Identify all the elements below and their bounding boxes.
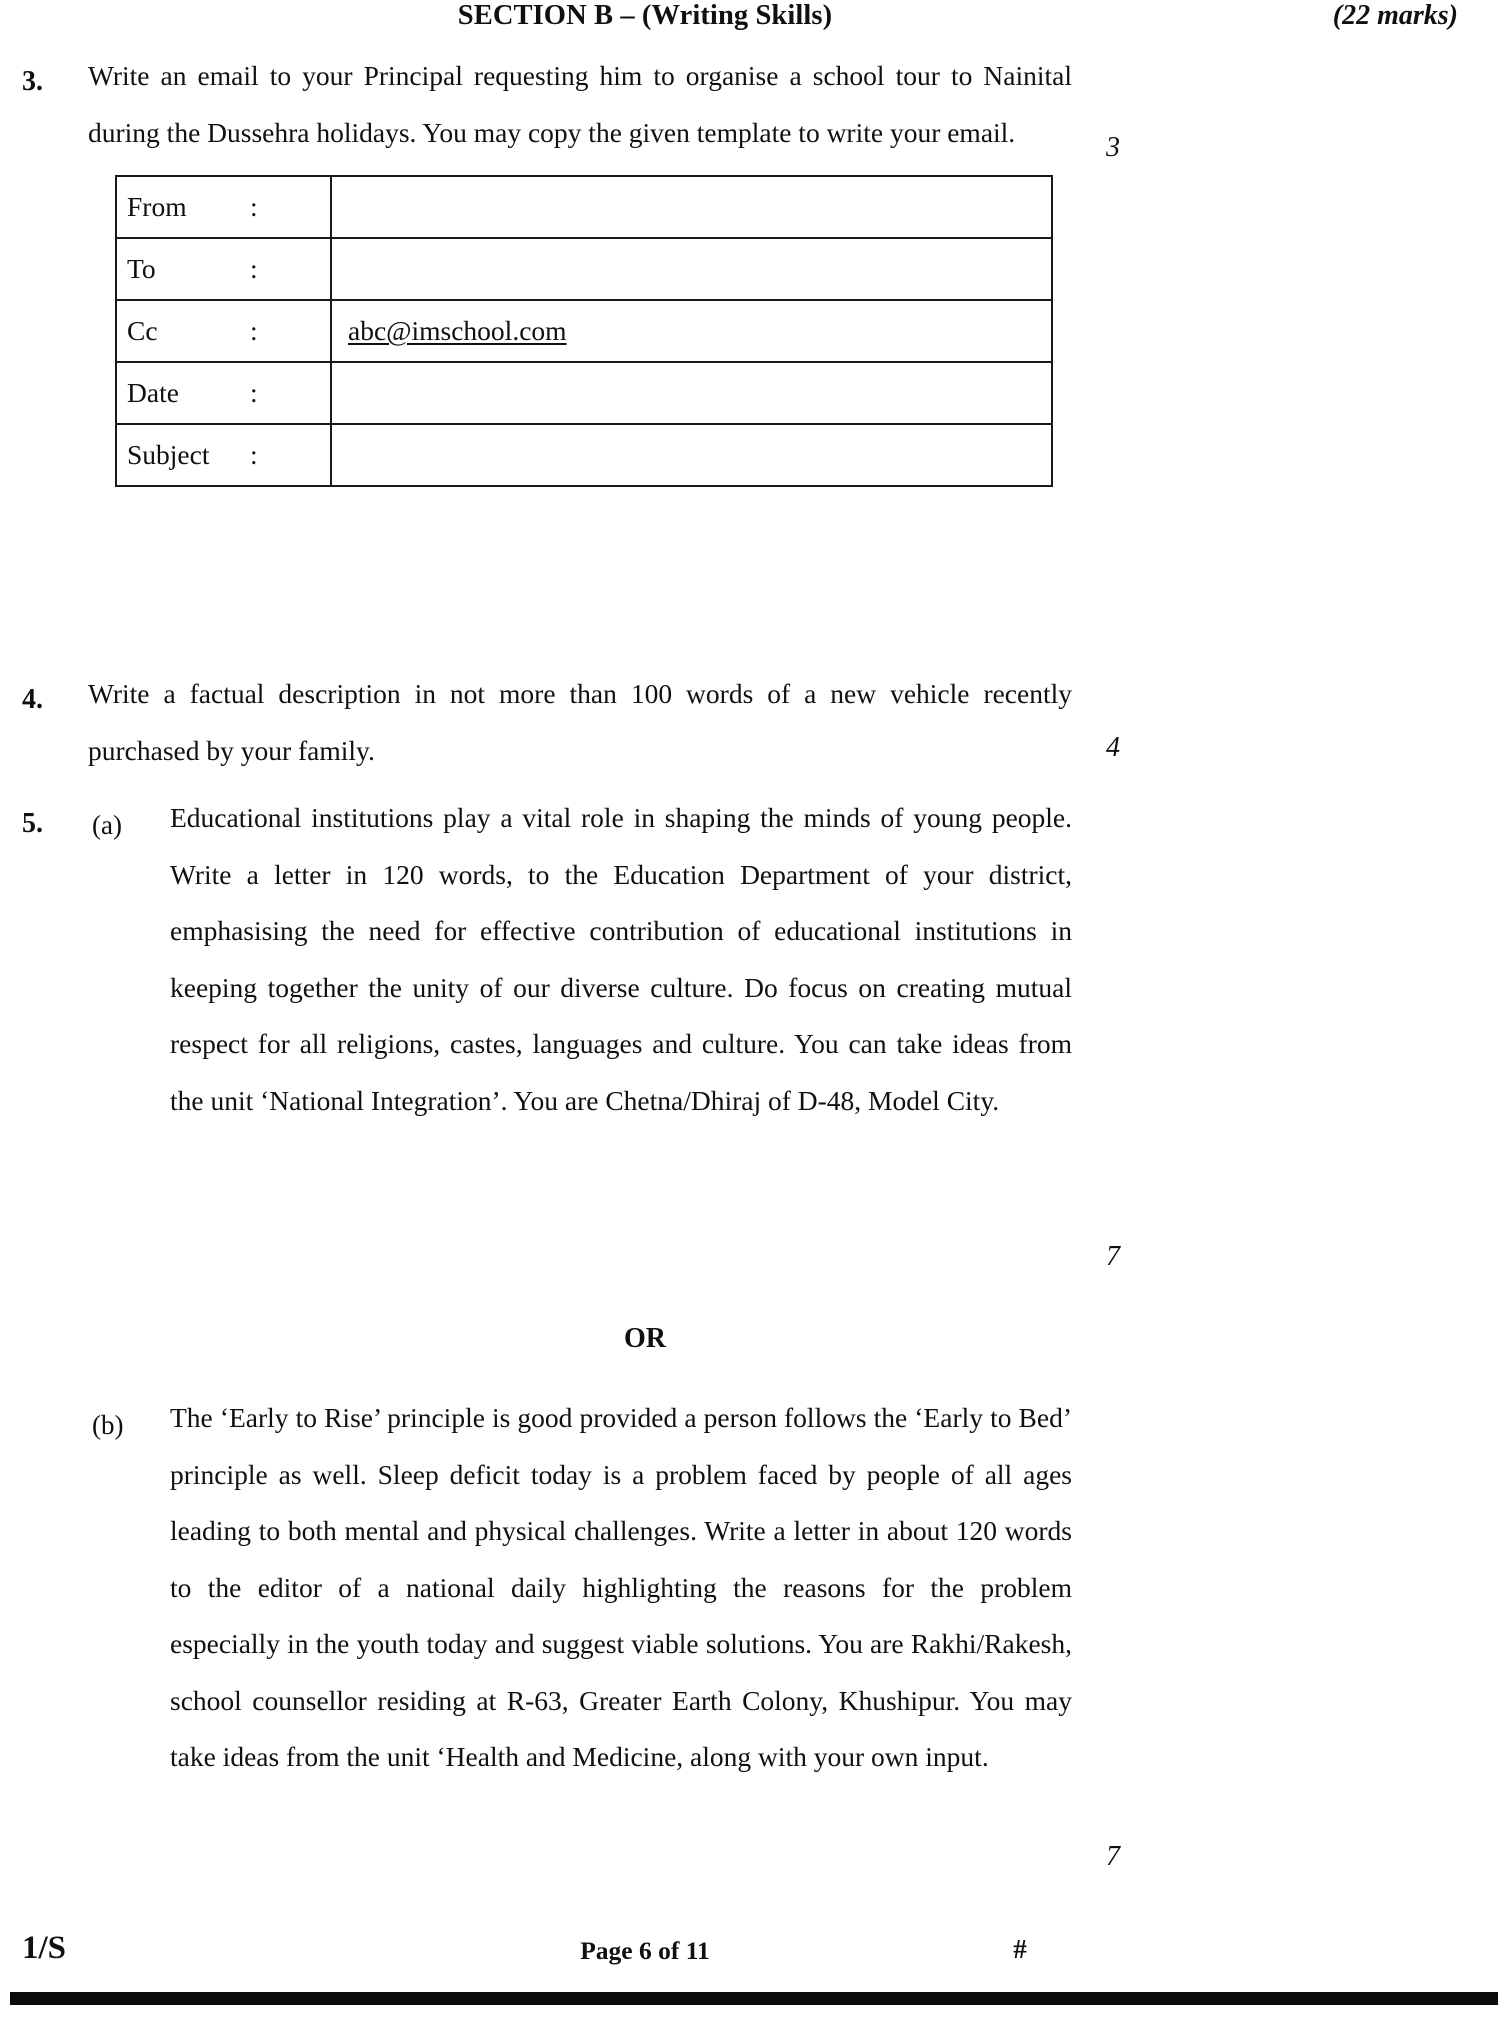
question-4-marks: 4 (1106, 732, 1120, 763)
email-label-text: Cc (127, 314, 158, 346)
table-row (116, 238, 1052, 300)
email-cc-address: abc@imschool.com (348, 314, 567, 346)
question-3-number: 3. (22, 66, 43, 97)
email-label-colon: : (250, 190, 258, 222)
footer-rule (10, 1992, 1498, 2005)
email-row-label-subject (116, 424, 331, 486)
section-title: SECTION B – (Writing Skills) (457, 0, 833, 31)
table-row (116, 300, 1052, 362)
email-label-colon: : (250, 438, 258, 470)
question-5a-label: (a) (92, 810, 122, 840)
question-5a-marks: 7 (1106, 1241, 1120, 1272)
question-5b-marks: 7 (1106, 1841, 1120, 1872)
email-row-label-cc (116, 300, 331, 362)
question-5b-label: (b) (92, 1410, 124, 1440)
question-5b-text: The ‘Early to Rise’ principle is good provided a person follows the ‘Early to Bed’ principle as well. Sleep deficit today is a problem faced by people of all ages leading to both mental and physical challenges. Write a letter in about 120 words to the editor of a national daily highlighting the reasons for the problem especially in the youth today and suggest viable solutions. You are Rakhi/Rakesh, school counsellor residing at R-63, Greater Earth Colony, Khushipur. You may take ideas from the unit ‘Health and Medicine, along with your own input. (170, 1402, 1072, 1772)
email-value-from[interactable] (331, 176, 1052, 238)
email-label-colon: : (250, 376, 258, 408)
footer-hash: # (1013, 1934, 1027, 1964)
question-3-marks: 3 (1106, 132, 1120, 163)
table-row (116, 176, 1052, 238)
or-divider: OR (624, 1323, 666, 1354)
question-3-text: Write an email to your Principal requesting him to organise a school tour to Nainital during the Dussehra holidays. You may copy the given template to write your email. (88, 60, 1072, 148)
email-label-text: Subject (127, 438, 210, 470)
email-label-colon: : (250, 314, 258, 346)
footer-page-number: Page 6 of 11 (580, 1936, 710, 1965)
email-label-text: To (127, 252, 156, 284)
email-row-label-date (116, 362, 331, 424)
table-row (116, 362, 1052, 424)
section-header (0, 0, 1505, 40)
email-template-table (115, 175, 1053, 487)
email-label-text: Date (127, 376, 179, 408)
email-value-to[interactable] (331, 238, 1052, 300)
email-value-cc[interactable] (331, 300, 1052, 362)
email-label-colon: : (250, 252, 258, 284)
email-value-date[interactable] (331, 362, 1052, 424)
footer-code: 1/S (22, 1930, 67, 1966)
email-label-text: From (127, 190, 187, 222)
page-footer (0, 1932, 1505, 1978)
question-5-number: 5. (22, 808, 43, 839)
email-row-label-from (116, 176, 331, 238)
question-4-number: 4. (22, 684, 43, 715)
question-4-text: Write a factual description in not more than 100 words of a new vehicle recently purchased by your family. (88, 678, 1072, 766)
question-5a-text: Educational institutions play a vital role in shaping the minds of young people. Write a letter in 120 words, to the Education Department of your district, emphasising the need for effective contribution of educational institutions in keeping together the unity of our diverse culture. Do focus on creating mutual respect for all religions, castes, languages and culture. You can take ideas from the unit ‘National Integration’. You are Chetna/Dhiraj of D-48, Model City. (170, 802, 1072, 1116)
section-marks: (22 marks) (1332, 0, 1458, 31)
email-value-subject[interactable] (331, 424, 1052, 486)
table-row (116, 424, 1052, 486)
email-row-label-to (116, 238, 331, 300)
